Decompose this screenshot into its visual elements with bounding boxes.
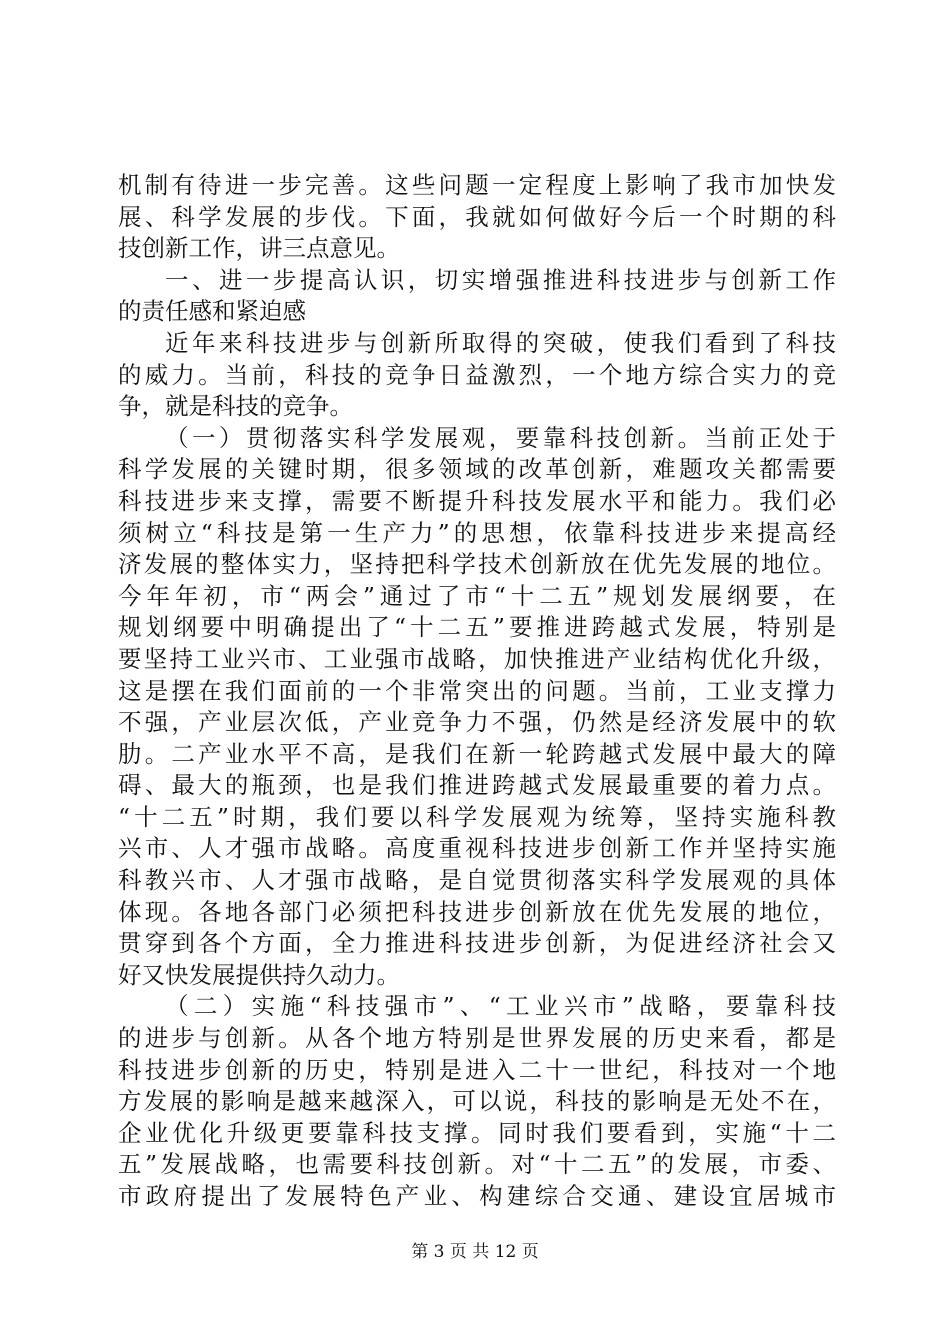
text-line: 好又快发展提供持久动力。 — [118, 960, 400, 989]
text-line: 一、进一步提高认识，切实增强推进科技进步与创新工作 — [165, 265, 836, 294]
text-line: （一）贯彻落实科学发展观，要靠科技创新。当前正处于 — [165, 423, 836, 452]
text-line: 市政府提出了发展特色产业、构建综合交通、建设宜居城市 — [118, 1182, 836, 1210]
text-line: 近年来科技进步与创新所取得的突破，使我们看到了科技 — [165, 328, 836, 357]
text-line: （二）实施“科技强市”、“工业兴市”战略，要靠科技 — [165, 992, 836, 1021]
text-line: 争，就是科技的竞争。 — [118, 392, 353, 421]
text-line: 方发展的影响是越来越深入，可以说，科技的影响是无处不在， — [118, 1087, 836, 1116]
text-line: 兴市、人才强市战略。高度重视科技进步创新工作并坚持实施 — [118, 834, 836, 863]
text-line: “十二五”时期，我们要以科学发展观为统筹，坚持实施科教 — [118, 802, 836, 831]
text-line: 体现。各地各部门必须把科技进步创新放在优先发展的地位， — [118, 897, 836, 926]
page-footer: 第 3 页 共 12 页 — [411, 1242, 539, 1262]
text-line: 企业优化升级更要靠科技支撑。同时我们要看到，实施“十二 — [118, 1118, 836, 1147]
text-line: 碍、最大的瓶颈，也是我们推进跨越式发展最重要的着力点。 — [118, 771, 836, 800]
text-line: 的责任感和紧迫感 — [118, 297, 306, 326]
text-line: 科技进步创新的历史，特别是进入二十一世纪，科技对一个地 — [118, 1055, 836, 1084]
text-line: 贯穿到各个方面，全力推进科技进步创新，为促进经济社会又 — [118, 929, 836, 958]
text-line: 展、科学发展的步伐。下面，我就如何做好今后一个时期的科 — [118, 202, 836, 231]
text-line: 不强，产业层次低，产业竞争力不强，仍然是经济发展中的软 — [118, 708, 836, 737]
text-line: 科技进步来支撑，需要不断提升科技发展水平和能力。我们必 — [118, 486, 836, 515]
text-line: 济发展的整体实力，坚持把科学技术创新放在优先发展的地位。 — [118, 550, 836, 579]
text-line: 须树立“科技是第一生产力”的思想，依靠科技进步来提高经 — [118, 518, 836, 547]
text-line: 要坚持工业兴市、工业强市战略，加快推进产业结构优化升级， — [118, 644, 836, 673]
text-line: 今年年初，市“两会”通过了市“十二五”规划发展纲要，在 — [118, 581, 836, 610]
text-line: 五”发展战略，也需要科技创新。对“十二五”的发展，市委、 — [118, 1150, 836, 1179]
text-line: 科教兴市、人才强市战略，是自觉贯彻落实科学发展观的具体 — [118, 866, 836, 895]
text-line: 机制有待进一步完善。这些问题一定程度上影响了我市加快发 — [118, 171, 836, 199]
text-line: 的威力。当前，科技的竞争日益激烈，一个地方综合实力的竞 — [118, 360, 836, 389]
text-line: 技创新工作，讲三点意见。 — [118, 234, 400, 263]
text-line: 科学发展的关键时期，很多领域的改革创新，难题攻关都需要 — [118, 455, 836, 484]
text-line: 肋。二产业水平不高，是我们在新一轮跨越式发展中最大的障 — [118, 739, 836, 768]
text-line: 的进步与创新。从各个地方特别是世界发展的历史来看，都是 — [118, 1024, 836, 1053]
document-body — [118, 170, 836, 1213]
text-line: 规划纲要中明确提出了“十二五”要推进跨越式发展，特别是 — [118, 613, 836, 642]
text-line: 这是摆在我们面前的一个非常突出的问题。当前，工业支撑力 — [118, 676, 836, 705]
